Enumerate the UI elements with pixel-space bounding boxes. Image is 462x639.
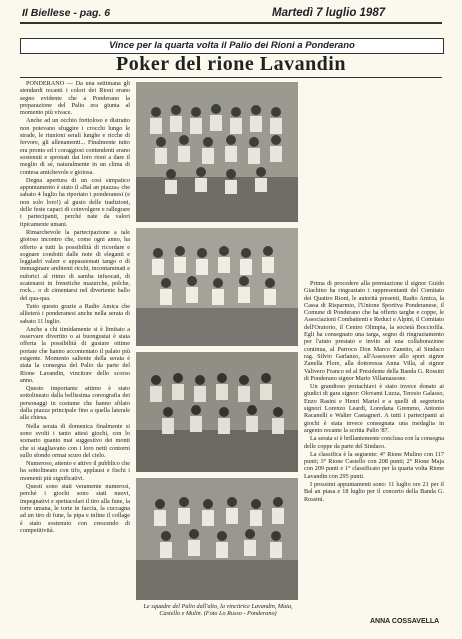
article-paragraph: Anche a chi timidamente si è limitato a osservare divertito o ai buongustai è stata offerta la possibilità di gustare ottime portate che hanno accontentato il palato più esigente. Momento saliente della serata è stata la consegna del Palio da parte del Rione Lavandin, vincitore dello scorso anno. xyxy=(20,325,130,384)
article-paragraph: Degna apertura di un così simpatico appuntamento è stato il «Bal an piazza» che sabato 4 luglio ha riportato i ponderanesi (e non solo loro!) al gusto delle tradizioni, delle feste capaci di coinvolgere e rallegrare i partecipanti, perché nate da valori tipicamente umani. xyxy=(20,176,130,228)
article-paragraph: Un grandioso portachiavi è stato invece donato ai giudici di gara signor: Olovami Luzza, Teresio Galasso, Enzo Rasini e Henri Mariel e a quelli di segreteria signori Lorenzo Leardi, Loredana Gremmo, Antonio Racanelli e Walter Castagneri. A tutti i partecipanti ai giochi è stata invece consegnata una medaglia in argento recante la scritta Palio '87. xyxy=(304,383,444,434)
article-kicker: Vince per la quarta volta il Palio dei Rioni a Ponderano xyxy=(20,38,444,54)
photo-team-2 xyxy=(136,228,298,346)
caption-text: Le squadre del Palio dall'alto, la vincitrice Lavandin, Maia, Castello e Mulin. xyxy=(143,603,293,618)
article-paragraph: Rimarchevole la partecipazione a tale gioioso incontro che, come ogni anno, ha offerto a tutti la possibilità di ricordare e sognare condotti dalle note di eleganti e leggiadri valzer e appassionati tango o di immaginare ambienti ricchi, incontaminati e euforici al ritmo di samba infuocati, di scatenarsi in frenetiche mazurche, polche, rock... o di cimentarsi nel divertente ballo del qua-qua. xyxy=(20,228,130,302)
article-paragraph: Questo importante attimo è stato sottolineato dalla bellissima coreografia dei personaggi in costume che hanno sfilato dalla piazza principale fino a quella laterale alla chiesa. xyxy=(20,385,130,422)
photo-team-1 xyxy=(136,82,298,222)
right-column xyxy=(304,280,444,616)
caption-credit: (Foto Lo Russo - Ponderano) xyxy=(203,610,277,618)
team-photo-image xyxy=(136,478,298,600)
article-paragraph: La serata si è brillantemente conclusa con la consegna delle coppe da parte del Sindaco. xyxy=(304,435,444,450)
photo-caption xyxy=(140,603,296,618)
article-paragraph: La classifica è la seguente: 4° Rione Mulino con 117 punti; 3° Rione Castello con 208 punti; 2° Rione Maja con 209 punti e 1° classificato per la quarta volta Rione Lavandin con 295 punti. xyxy=(304,450,444,480)
left-column xyxy=(20,80,130,607)
article-paragraph: PONDERANO — Da una settimana gli stendardi recanti i colori dei Rioni erano segno evidente che a Ponderano la preparazione del Palio era giunta al momento più vivace. xyxy=(20,80,130,117)
article-paragraph: Prima di procedere alla premiazione il signor Guido Giachino ha ringraziato i rappresentanti del Comitato dei Quattro Rioni, le autorità presenti, Radio Amica, la Cassa di Risparmio, l'Unione Sportiva Ponderanese, il Comune di Ponderano che ha offerto targhe e coppe, le Associazioni Combattenti e Reduci e Alpini, il Comitato dell'Oratorio, il Centro Olimpia, la società Bocciofila. Egli ha consegnato una targa, segno di ringraziamento per l'aiuto prestato e invito ad una collaborazione continua, al Parroco Don Marco Zanetto, al Sindaco rag. Silvio Garlanzo, all'Assessore allo sport signor Zanella Flore, alla dottoressa Anna Villa, al signor Valivero Franco ed al Presidente della Banda G. Rossini di Ponderano signor Mario Villamassone. xyxy=(304,280,444,382)
article-title: Poker del rione Lavandin xyxy=(116,53,346,75)
header-rule xyxy=(20,22,442,24)
article-paragraph: Tutto questo grazie a Radio Amica che allieterà i ponderanesi anche nella serata di sabato 11 luglio. xyxy=(20,302,130,325)
article-paragraph: Anche ad un occhio frettoloso e distratto non potevano sfuggire i crocchi lungo le strade, le riunioni serali lunghe e ricche di fervore, gli allenamenti... Finalmente tutto era pronto ed i coraggiosi contendenti erano sostenuti e spronati dai loro rioni a dare il meglio di sé, naturalmente in un clima di contesa amichevole e gioiosa. xyxy=(20,117,130,176)
photo-team-4 xyxy=(136,478,298,600)
article-paragraph: I prossimi appuntamenti sono: 11 luglio ore 21 per il Bal an piasa e 18 luglio per il concerto della Banda G. Rossini. xyxy=(304,481,444,503)
team-photo-image xyxy=(136,82,298,222)
title-rule xyxy=(20,77,442,78)
author-signature: ANNA COSSAVELLA xyxy=(370,618,440,625)
newspaper-name: Il Biellese - pag. 6 xyxy=(22,7,111,19)
team-photo-image xyxy=(136,352,298,472)
photo-team-3 xyxy=(136,352,298,472)
article-paragraph: Questi sono stati veramente numerosi, perché i giochi sono stati nuovi, impegnativi e spettacolari il tiro alla fune, la torre umana, le torte in faccia, la cuccagna ad un tiro di fune, la pipa e infine il collage è stato sostenuto con crescendo di competitività. xyxy=(20,483,130,534)
team-photo-image xyxy=(136,228,298,346)
article-paragraph: Numeroso, attento e attivo il pubblico che ha sottolineato con tifo, applausi e fischi i momenti più significativi. xyxy=(20,460,130,482)
article-paragraph: Nella serata di domenica finalmente si sono svolti i tanto attesi giochi, con lo scenario quanto mai suggestivo dei monti che si stagliavano con i loro netti contorni sullo sfondo ormai scuro del cielo. xyxy=(20,422,130,459)
issue-date: Martedì 7 luglio 1987 xyxy=(272,7,386,19)
